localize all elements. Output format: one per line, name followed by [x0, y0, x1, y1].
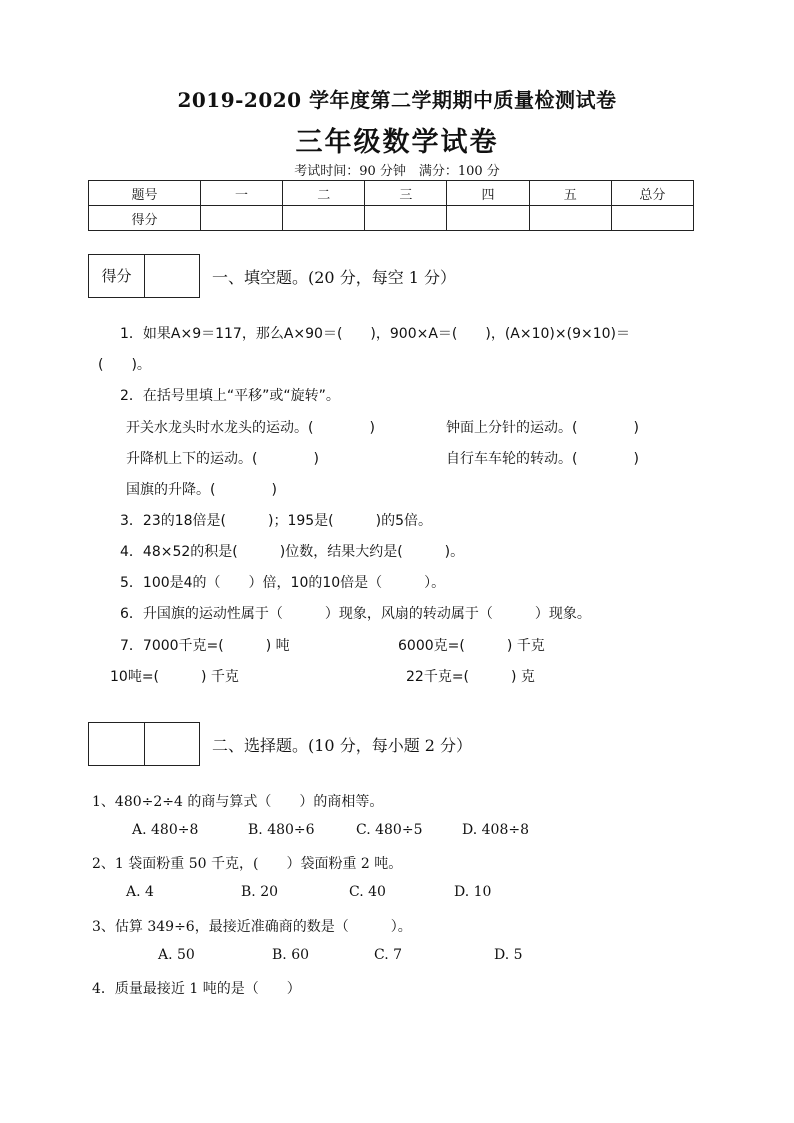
section2-score-label-cell [89, 723, 144, 765]
score-table [88, 180, 694, 231]
s1-q2: 2．在括号里填上“平移”或“旋转”。 [120, 388, 340, 404]
s2-q2-option: D. 10 [454, 884, 492, 900]
score-cell [365, 206, 447, 231]
s1-q2-a: 开关水龙头时水龙头的运动。( ) [126, 420, 375, 436]
s1-q5: 5．100是4的（ ）倍，10的10倍是（ ）。 [120, 575, 446, 591]
score-table-score-row [89, 206, 694, 231]
section2-score-box [88, 722, 200, 766]
exam-info: 考试时间：90 分钟 满分：100 分 [294, 164, 500, 179]
s1-q1-line1: 1．如果A×9＝117，那么A×90＝( )，900×A＝( )，(A×10)×(9×10)＝ [120, 326, 630, 342]
score-cell [611, 206, 693, 231]
s1-q2-d: 自行车车轮的转动。( ) [446, 451, 639, 467]
score-table-header-cell: 二 [283, 181, 365, 206]
s1-q2-e: 国旗的升降。( ) [126, 482, 277, 498]
s1-q7-c: 10吨=( ) 千克 [110, 669, 239, 685]
exam-title: 2019-2020 学年度第二学期期中质量检测试卷 [177, 88, 617, 112]
score-table-header-cell: 一 [200, 181, 282, 206]
s2-q1-option: C. 480÷5 [356, 822, 423, 838]
s2-q1: 1、480÷2÷4 的商与算式（ ）的商相等。 [92, 794, 384, 810]
section2-title: 二、选择题。(10 分，每小题 2 分） [212, 736, 473, 755]
score-table-row-label: 得分 [89, 206, 201, 231]
score-cell [529, 206, 611, 231]
s1-q7-a: 7．7000千克=( ) 吨 [120, 638, 290, 654]
s2-q2-option: B. 20 [241, 884, 279, 900]
s2-q3-option: D. 5 [494, 947, 523, 963]
section1-score-cell [144, 255, 199, 297]
s2-q3-option: B. 60 [272, 947, 310, 963]
s2-q4: 4．质量最接近 1 吨的是（ ） [92, 981, 301, 997]
score-cell [200, 206, 282, 231]
section2-score-cell [144, 723, 199, 765]
s2-q3-option: C. 7 [374, 947, 403, 963]
s2-q1-option: A. 480÷8 [132, 822, 199, 838]
section1-score-label: 得分 [101, 267, 132, 285]
s1-q7-b: 6000克=( ) 千克 [398, 638, 545, 654]
score-table-header-cell: 总分 [611, 181, 693, 206]
score-table-header-cell: 题号 [89, 181, 201, 206]
s1-q7-d: 22千克=( ) 克 [406, 669, 535, 685]
s2-q3-option: A. 50 [158, 947, 195, 963]
s1-q6: 6．升国旗的运动性属于（ ）现象，风扇的转动属于（ ）现象。 [120, 606, 591, 622]
s1-q4: 4．48×52的积是( )位数，结果大约是( )。 [120, 544, 465, 560]
s2-q2-option: C. 40 [349, 884, 386, 900]
exam-subtitle: 三年级数学试卷 [295, 127, 499, 158]
section1-score-box [88, 254, 200, 298]
section1-title: 一、填空题。(20 分，每空 1 分） [212, 268, 457, 287]
s2-q1-option: B. 480÷6 [248, 822, 315, 838]
s1-q2-c: 升降机上下的运动。( ) [126, 451, 319, 467]
s1-q1-line2: ( )。 [98, 357, 151, 373]
score-table-header-cell: 五 [529, 181, 611, 206]
s2-q3: 3、估算 349÷6，最接近准确商的数是（ ）。 [92, 919, 412, 935]
s1-q2-b: 钟面上分针的运动。( ) [446, 420, 639, 436]
s2-q2: 2、1 袋面粉重 50 千克，( ）袋面粉重 2 吨。 [92, 856, 403, 872]
s2-q2-option: A. 4 [126, 884, 154, 900]
s1-q3: 3．23的18倍是( )；195是( )的5倍。 [120, 513, 433, 529]
score-table-header-row [89, 181, 694, 206]
score-table-header-cell: 四 [447, 181, 529, 206]
score-table-header-cell: 三 [365, 181, 447, 206]
score-cell [447, 206, 529, 231]
score-cell [283, 206, 365, 231]
s2-q1-option: D. 408÷8 [462, 822, 529, 838]
